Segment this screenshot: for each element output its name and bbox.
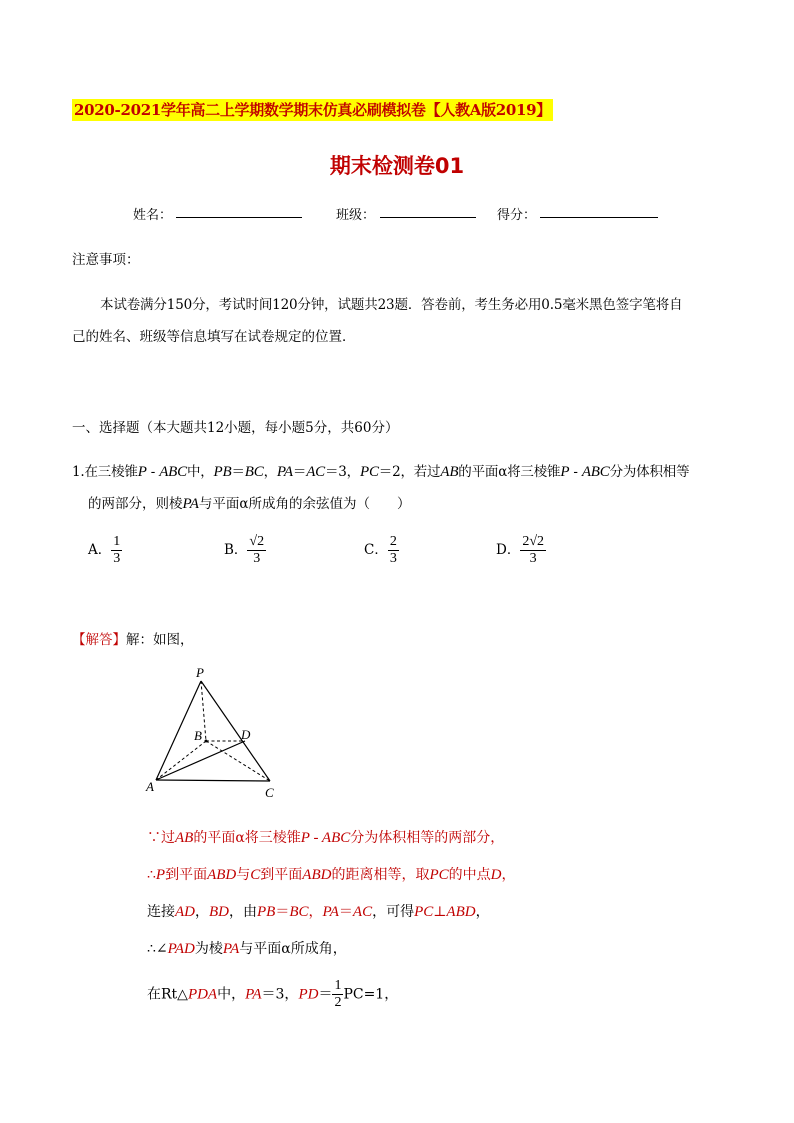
- s-math: D: [490, 867, 502, 883]
- q-math: P: [137, 464, 147, 480]
- q-math: PA: [276, 464, 293, 480]
- class-field[interactable]: [380, 217, 476, 218]
- s-math: PA: [322, 904, 339, 920]
- solution-step-2: [147, 864, 515, 884]
- option-b-fraction: [247, 534, 266, 567]
- s-math: C: [250, 867, 261, 883]
- solution-intro-text: 解：如图，: [126, 632, 194, 648]
- q-text: ＝: [292, 464, 307, 480]
- q-text: ＝: [231, 464, 245, 480]
- notice-line-1: 本试卷满分150分，考试时间120分钟，试题共23题．答卷前，考生务必用0.5毫米黑色签字笔将自: [100, 297, 683, 313]
- score-field[interactable]: [540, 217, 658, 218]
- s-text: ＝3，: [261, 986, 299, 1003]
- q-math: AB: [440, 464, 459, 480]
- option-a-fraction: [111, 534, 122, 567]
- q-text: 中，: [186, 464, 214, 480]
- s-math: P: [155, 867, 166, 883]
- s-math: PC: [414, 904, 434, 920]
- s-text: 的距离相等，取: [331, 867, 430, 883]
- s-text: 为棱: [194, 941, 223, 957]
- edge-ab-hidden: [156, 741, 206, 780]
- label-p: P: [196, 665, 204, 680]
- q-math: PC: [359, 464, 379, 480]
- s-text: 的中点: [448, 867, 491, 883]
- s-text: 与平面α所成角，: [239, 941, 347, 957]
- q-math: AC: [306, 464, 325, 480]
- s-math: ABD: [446, 904, 476, 920]
- section-heading: 一、选择题（本大题共12小题，每小题5分，共60分）: [72, 420, 399, 436]
- s-text: ∴∠: [147, 941, 168, 957]
- denominator: 2: [334, 995, 342, 1010]
- s-math: BC: [289, 904, 309, 920]
- s-math: PB: [257, 904, 276, 920]
- q-text: ，: [263, 464, 277, 480]
- name-label: 姓名：: [133, 208, 173, 223]
- solution-intro: [72, 628, 194, 648]
- notice-heading: 注意事项：: [72, 252, 140, 268]
- s-math: BD: [209, 904, 229, 920]
- option-c-fraction: [388, 534, 399, 567]
- s-text: ，由: [229, 904, 257, 920]
- s-math: PD: [298, 986, 319, 1003]
- s-text: ∴: [147, 867, 156, 883]
- s-text: 到平面: [165, 867, 208, 883]
- point-b: [205, 740, 208, 743]
- label-a: A: [146, 779, 154, 794]
- option-d-fraction: [520, 534, 546, 567]
- q-text: 1.在三棱锥: [72, 464, 138, 480]
- label-c: C: [265, 785, 274, 800]
- s-text: 与: [236, 867, 251, 883]
- q-math: P: [560, 464, 570, 480]
- solution-step-1: [147, 827, 504, 847]
- label-d: D: [241, 727, 251, 742]
- s-math: PC: [429, 867, 449, 883]
- q-math: PB: [213, 464, 232, 480]
- q-text: ＝2，若过: [378, 464, 441, 480]
- numerator: 1: [334, 978, 342, 993]
- s-math: AB: [175, 830, 194, 846]
- s-math: PA: [245, 986, 262, 1003]
- s-text: 到平面: [260, 867, 303, 883]
- half-fraction: [332, 978, 343, 1011]
- s-text: ，: [195, 904, 209, 920]
- numerator: 2: [389, 534, 397, 549]
- q-text: ＝3，: [324, 464, 360, 480]
- s-text: ，: [475, 904, 490, 920]
- s-text: ＝: [338, 904, 353, 920]
- s-text: ＝: [318, 986, 333, 1003]
- s-math: P - ABC: [300, 830, 351, 846]
- solution-step-3: [147, 901, 490, 921]
- s-math: ABD: [302, 867, 332, 883]
- q-text: 分为体积相等: [609, 464, 690, 480]
- class-label: 班级：: [336, 208, 376, 223]
- s-math: PDA: [187, 986, 218, 1003]
- s-text: ，: [501, 867, 516, 883]
- edge-ac: [156, 780, 270, 781]
- option-b[interactable]: [224, 534, 266, 567]
- s-math: AD: [175, 904, 195, 920]
- option-a-label: A．: [88, 542, 112, 558]
- question-1-line-2: [88, 492, 411, 513]
- s-text: ⊥: [433, 904, 447, 920]
- solution-tag: 【解答】: [72, 632, 126, 648]
- edge-bc-hidden: [206, 741, 270, 781]
- denominator: 3: [529, 551, 537, 566]
- notice-line-2: 己的姓名、班级等信息填写在试卷规定的位置．: [72, 329, 356, 345]
- s-math: PA: [222, 941, 240, 957]
- s-text: ＝: [275, 904, 290, 920]
- solution-step-5: [147, 978, 398, 1011]
- q-text: -: [146, 464, 160, 480]
- score-label: 得分：: [497, 208, 537, 223]
- denominator: 3: [389, 551, 397, 566]
- q-text: 的平面α将三棱锥: [458, 464, 561, 480]
- name-field[interactable]: [176, 217, 302, 218]
- label-b: B: [194, 728, 202, 743]
- s-text: ∵过: [147, 830, 175, 846]
- q-math: BC: [244, 464, 264, 480]
- edge-ad: [156, 741, 245, 780]
- q-text: 与平面α所成角的余弦值为（ ）: [198, 496, 411, 512]
- series-title: 2020-2021学年高二上学期数学期末仿真必刷模拟卷【人教A版2019】: [74, 101, 552, 119]
- s-math: PAD: [167, 941, 195, 957]
- option-c-label: C．: [364, 542, 388, 558]
- q-math: ABC: [159, 464, 187, 480]
- s-math: ABD: [207, 867, 237, 883]
- option-d-label: D．: [496, 542, 521, 558]
- s-math: AC: [352, 904, 373, 920]
- s-text: 分为体积相等的两部分，: [350, 830, 505, 846]
- s-text: 中，: [217, 986, 246, 1003]
- q-math: ABC: [581, 464, 610, 480]
- pyramid-figure: [140, 664, 290, 804]
- q-math: PA: [182, 496, 199, 512]
- exam-title: 期末检测卷01: [329, 154, 465, 178]
- question-1-line-1: [72, 460, 689, 481]
- option-b-label: B．: [224, 542, 248, 558]
- s-text: ，: [308, 904, 323, 920]
- s-text: 的平面α将三棱锥: [193, 830, 301, 846]
- solution-step-4: [147, 938, 347, 958]
- denominator: 3: [113, 551, 121, 566]
- numerator: 2√2: [522, 534, 545, 549]
- s-text: 连接: [147, 904, 175, 920]
- option-c[interactable]: [364, 534, 399, 567]
- numerator: 1: [113, 534, 121, 549]
- q-text: 的两部分，则棱: [88, 496, 183, 512]
- s-text: PC=1，: [343, 986, 399, 1003]
- denominator: 3: [253, 551, 261, 566]
- option-a[interactable]: [88, 534, 122, 567]
- numerator: √2: [249, 534, 265, 549]
- s-text: ，可得: [372, 904, 415, 920]
- option-d[interactable]: [496, 534, 546, 567]
- s-text: 在Rt△: [147, 986, 188, 1003]
- edge-pc: [201, 681, 270, 781]
- q-text: -: [569, 464, 582, 480]
